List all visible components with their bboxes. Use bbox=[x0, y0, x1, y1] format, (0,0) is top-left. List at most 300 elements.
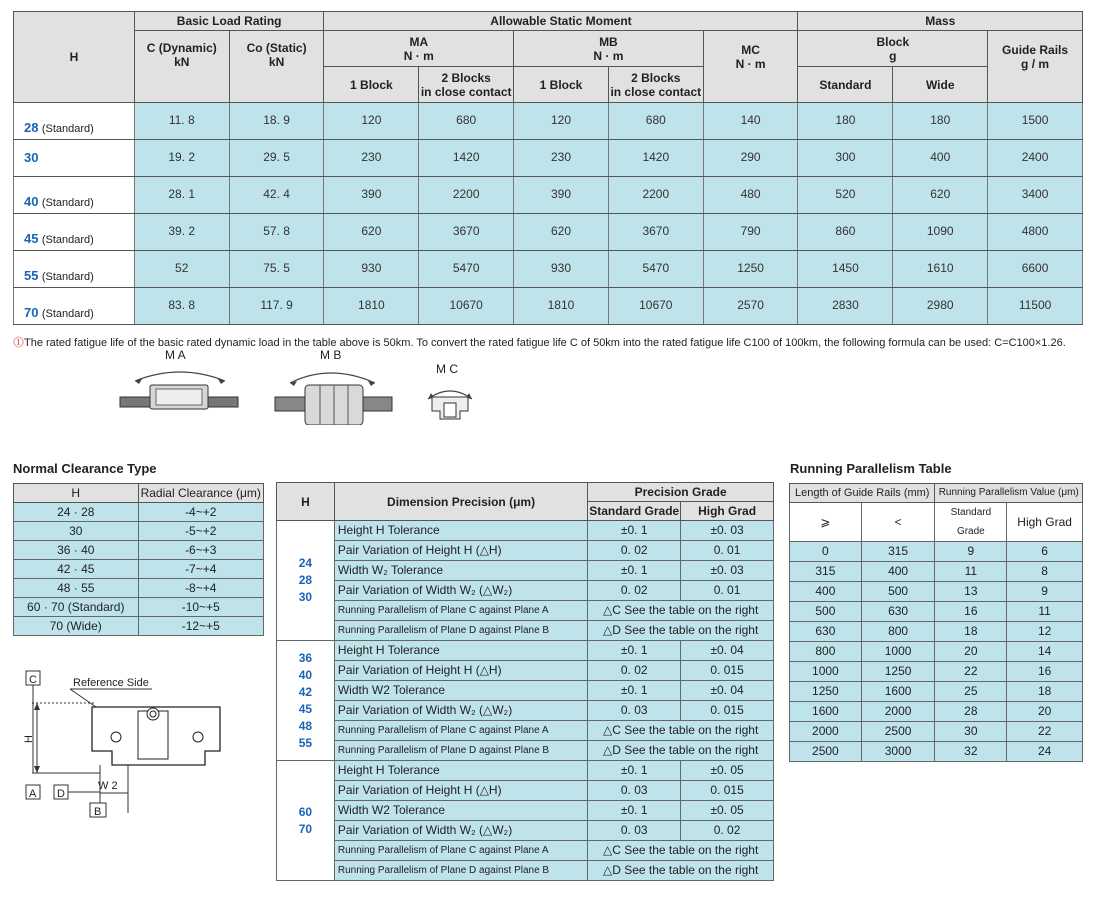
parallelism-cell: 18 bbox=[1007, 682, 1083, 702]
value-cell-mc: 790 bbox=[703, 214, 798, 251]
parallelism-cell: 800 bbox=[861, 622, 935, 642]
precision-h-value: 42 bbox=[298, 684, 313, 699]
parallelism-row bbox=[790, 622, 1083, 642]
precision-standard-value: ±0. 1 bbox=[588, 801, 681, 821]
parallelism-row bbox=[790, 582, 1083, 602]
precision-description: Pair Variation of Width W₂ (△W₂) bbox=[334, 821, 587, 841]
parallelism-value-header: Running Parallelism Value (μm) bbox=[935, 484, 1083, 503]
precision-description: Pair Variation of Height H (△H) bbox=[334, 661, 587, 681]
value-cell-c: 52 bbox=[134, 251, 229, 288]
clearance-row bbox=[14, 560, 264, 579]
precision-high-value: 0. 02 bbox=[681, 821, 774, 841]
clearance-row bbox=[14, 579, 264, 598]
precision-standard-value: ±0. 1 bbox=[588, 641, 681, 661]
precision-row bbox=[277, 841, 774, 861]
ma-diagram bbox=[120, 348, 238, 409]
precision-description: Height H Tolerance bbox=[334, 761, 587, 781]
precision-row bbox=[277, 721, 774, 741]
clearance-h-cell: 36 · 40 bbox=[14, 541, 139, 560]
plane-a-label: A bbox=[29, 788, 37, 800]
precision-row bbox=[277, 821, 774, 841]
parallelism-cell: 12 bbox=[1007, 622, 1083, 642]
precision-high-value: 0. 015 bbox=[681, 781, 774, 801]
mb-label: MB bbox=[599, 34, 618, 49]
main-table-row bbox=[14, 214, 1083, 251]
precision-standard-value: ±0. 1 bbox=[588, 521, 681, 541]
precision-see-table: △D See the table on the right bbox=[588, 741, 774, 761]
precision-row bbox=[277, 521, 774, 541]
precision-h-cell bbox=[277, 521, 335, 641]
precision-row bbox=[277, 561, 774, 581]
parallelism-row bbox=[790, 642, 1083, 662]
main-table-row bbox=[14, 251, 1083, 288]
precision-row bbox=[277, 601, 774, 621]
value-cell-bs: 180 bbox=[798, 103, 893, 140]
precision-description: Pair Variation of Height H (△H) bbox=[334, 781, 587, 801]
parallelism-row bbox=[790, 542, 1083, 562]
precision-h-value: 45 bbox=[298, 701, 313, 716]
precision-see-table: △D See the table on the right bbox=[588, 621, 774, 641]
value-cell-rail: 1500 bbox=[988, 103, 1083, 140]
precision-row bbox=[277, 541, 774, 561]
clearance-value-cell: -8~+4 bbox=[138, 579, 264, 598]
value-cell-c: 39. 2 bbox=[134, 214, 229, 251]
precision-row bbox=[277, 741, 774, 761]
mc-header bbox=[703, 31, 798, 103]
precision-standard-value: ±0. 1 bbox=[588, 681, 681, 701]
precision-description: Running Parallelism of Plane C against Plane A bbox=[334, 721, 587, 741]
plane-c-label: C bbox=[29, 674, 37, 686]
value-cell-ma2: 10670 bbox=[419, 288, 514, 325]
plane-b-label: B bbox=[94, 806, 102, 818]
h-cell bbox=[14, 288, 135, 325]
parallelism-cell: 11 bbox=[1007, 602, 1083, 622]
h-cell bbox=[14, 103, 135, 140]
precision-standard-value: 0. 03 bbox=[588, 701, 681, 721]
main-table-row bbox=[14, 177, 1083, 214]
value-cell-mb1: 120 bbox=[514, 103, 609, 140]
value-cell-mb2: 5470 bbox=[608, 251, 703, 288]
precision-row bbox=[277, 761, 774, 781]
h-cell bbox=[14, 177, 135, 214]
ma-2-blocks-line1: 2 Blocks bbox=[441, 70, 491, 85]
block-label: Block bbox=[876, 34, 910, 49]
precision-description: Running Parallelism of Plane D against Plane B bbox=[334, 861, 587, 881]
parallelism-row bbox=[790, 742, 1083, 762]
value-cell-mb1: 230 bbox=[514, 140, 609, 177]
precision-h-value: 30 bbox=[298, 590, 313, 604]
mb-header bbox=[514, 31, 704, 67]
precision-standard-value: ±0. 1 bbox=[588, 761, 681, 781]
precision-description: Running Parallelism of Plane C against Plane A bbox=[334, 841, 587, 861]
value-cell-mb2: 1420 bbox=[608, 140, 703, 177]
value-cell-mb2: 680 bbox=[608, 103, 703, 140]
precision-standard-grade-header: Standard Grade bbox=[588, 502, 681, 521]
clearance-value-cell: -5~+2 bbox=[138, 522, 264, 541]
parallelism-cell: 24 bbox=[1007, 742, 1083, 762]
value-cell-mc: 2570 bbox=[703, 288, 798, 325]
precision-h-value: 70 bbox=[298, 821, 313, 836]
value-cell-bs: 520 bbox=[798, 177, 893, 214]
c-dynamic-header bbox=[134, 31, 229, 103]
parallelism-row bbox=[790, 722, 1083, 742]
value-cell-c: 83. 8 bbox=[134, 288, 229, 325]
h-subtype: (Standard) bbox=[41, 123, 94, 135]
precision-row bbox=[277, 781, 774, 801]
parallelism-row bbox=[790, 682, 1083, 702]
value-cell-bs: 300 bbox=[798, 140, 893, 177]
value-cell-ma2: 1420 bbox=[419, 140, 514, 177]
parallelism-cell: 2000 bbox=[790, 722, 862, 742]
block-header bbox=[798, 31, 988, 67]
h-value: 70 bbox=[24, 305, 39, 320]
mass-header: Mass bbox=[798, 12, 1083, 31]
h-subtype: (Standard) bbox=[41, 234, 94, 246]
parallelism-cell: 16 bbox=[1007, 662, 1083, 682]
value-cell-ma1: 620 bbox=[324, 214, 419, 251]
precision-row bbox=[277, 701, 774, 721]
value-cell-mb1: 1810 bbox=[514, 288, 609, 325]
precision-high-value: ±0. 03 bbox=[681, 561, 774, 581]
clearance-h-cell: 48 · 55 bbox=[14, 579, 139, 598]
co-static-unit: kN bbox=[268, 55, 285, 69]
ge-header: ⩾ bbox=[790, 503, 862, 542]
precision-h-cell bbox=[277, 761, 335, 881]
ma-header bbox=[324, 31, 514, 67]
value-cell-bw: 620 bbox=[893, 177, 988, 214]
h-cell bbox=[14, 214, 135, 251]
mb-unit: N · m bbox=[593, 48, 624, 63]
value-cell-co: 18. 9 bbox=[229, 103, 324, 140]
reference-side-label: Reference Side bbox=[73, 677, 149, 689]
value-cell-ma1: 930 bbox=[324, 251, 419, 288]
h-value: 55 bbox=[24, 268, 39, 283]
precision-row bbox=[277, 621, 774, 641]
dimension-precision-table bbox=[276, 482, 774, 881]
parallelism-cell: 1600 bbox=[861, 682, 935, 702]
precision-grade-header: Precision Grade bbox=[588, 483, 774, 502]
parallelism-cell: 3000 bbox=[861, 742, 935, 762]
parallelism-cell: 400 bbox=[861, 562, 935, 582]
parallelism-cell: 2500 bbox=[861, 722, 935, 742]
parallelism-cell: 18 bbox=[935, 622, 1007, 642]
value-cell-ma1: 390 bbox=[324, 177, 419, 214]
value-cell-bs: 860 bbox=[798, 214, 893, 251]
main-table-row bbox=[14, 103, 1083, 140]
h-value: 40 bbox=[24, 194, 39, 209]
precision-standard-value: 0. 02 bbox=[588, 581, 681, 601]
value-cell-mb1: 390 bbox=[514, 177, 609, 214]
precision-high-value: ±0. 05 bbox=[681, 801, 774, 821]
parallelism-row bbox=[790, 602, 1083, 622]
mc-diagram-label: M C bbox=[436, 362, 458, 376]
parallelism-row bbox=[790, 702, 1083, 722]
precision-high-value: 0. 01 bbox=[681, 581, 774, 601]
precision-high-grade-header: High Grad bbox=[681, 502, 774, 521]
precision-row bbox=[277, 641, 774, 661]
clearance-value-cell: -10~+5 bbox=[138, 598, 264, 617]
value-cell-bw: 1610 bbox=[893, 251, 988, 288]
value-cell-bs: 1450 bbox=[798, 251, 893, 288]
value-cell-co: 42. 4 bbox=[229, 177, 324, 214]
precision-description: Pair Variation of Height H (△H) bbox=[334, 541, 587, 561]
precision-h-cell bbox=[277, 641, 335, 761]
value-cell-bw: 180 bbox=[893, 103, 988, 140]
c-dynamic-unit: kN bbox=[174, 55, 190, 69]
w2-label: W 2 bbox=[98, 780, 118, 792]
value-cell-c: 28. 1 bbox=[134, 177, 229, 214]
dimension-precision-header: Dimension Precision (μm) bbox=[334, 483, 587, 521]
parallelism-cell: 13 bbox=[935, 582, 1007, 602]
parallelism-cell: 20 bbox=[935, 642, 1007, 662]
mb-2-blocks-line1: 2 Blocks bbox=[631, 70, 681, 85]
co-static-label: Co (Static) bbox=[246, 41, 307, 55]
parallelism-cell: 630 bbox=[790, 622, 862, 642]
precision-high-value: 0. 015 bbox=[681, 661, 774, 681]
precision-standard-value: 0. 02 bbox=[588, 661, 681, 681]
clearance-value-cell: -4~+2 bbox=[138, 503, 264, 522]
parallelism-cell: 28 bbox=[935, 702, 1007, 722]
radial-clearance-header: Radial Clearance (μm) bbox=[138, 484, 264, 503]
precision-see-table: △C See the table on the right bbox=[588, 721, 774, 741]
parallelism-cell: 500 bbox=[790, 602, 862, 622]
block-standard-header: Standard bbox=[798, 67, 893, 103]
c-dynamic-label: C (Dynamic) bbox=[146, 41, 217, 55]
clearance-h-cell: 24 · 28 bbox=[14, 503, 139, 522]
value-cell-c: 19. 2 bbox=[134, 140, 229, 177]
precision-h-value: 48 bbox=[298, 718, 313, 733]
ma-unit: N · m bbox=[403, 48, 434, 63]
precision-description: Running Parallelism of Plane D against Plane B bbox=[334, 621, 587, 641]
value-cell-ma1: 230 bbox=[324, 140, 419, 177]
parallelism-cell: 25 bbox=[935, 682, 1007, 702]
precision-h-value: 24 bbox=[298, 556, 313, 570]
value-cell-mb2: 2200 bbox=[608, 177, 703, 214]
guide-rails-unit: g / m bbox=[1021, 57, 1050, 71]
value-cell-rail: 6600 bbox=[988, 251, 1083, 288]
ma-2-blocks-header bbox=[419, 67, 514, 103]
guide-rails-label: Guide Rails bbox=[1002, 43, 1069, 57]
mb-2-blocks-line2: in close contact bbox=[610, 84, 702, 99]
precision-description: Running Parallelism of Plane D against Plane B bbox=[334, 741, 587, 761]
value-cell-ma2: 680 bbox=[419, 103, 514, 140]
ma-label: MA bbox=[409, 34, 429, 49]
clearance-h-cell: 70 (Wide) bbox=[14, 617, 139, 636]
ma-diagram-label: M A bbox=[165, 348, 186, 362]
precision-description: Height H Tolerance bbox=[334, 641, 587, 661]
precision-description: Pair Variation of Width W₂ (△W₂) bbox=[334, 701, 587, 721]
lt-header: < bbox=[861, 503, 935, 542]
clearance-value-cell: -7~+4 bbox=[138, 560, 264, 579]
precision-row bbox=[277, 661, 774, 681]
precision-standard-value: 0. 03 bbox=[588, 821, 681, 841]
h-header: H bbox=[14, 12, 135, 103]
h-value: 30 bbox=[24, 150, 39, 165]
block-wide-header: Wide bbox=[893, 67, 988, 103]
basic-load-rating-table bbox=[13, 11, 1083, 325]
moment-diagrams bbox=[110, 345, 510, 425]
value-cell-ma1: 120 bbox=[324, 103, 419, 140]
parallelism-cell: 8 bbox=[1007, 562, 1083, 582]
plane-d-label: D bbox=[57, 788, 65, 800]
mb-diagram bbox=[275, 348, 392, 425]
precision-high-value: 0. 01 bbox=[681, 541, 774, 561]
precision-standard-value: ±0. 1 bbox=[588, 561, 681, 581]
parallelism-cell: 1600 bbox=[790, 702, 862, 722]
main-table-row bbox=[14, 288, 1083, 325]
h-value: 45 bbox=[24, 231, 39, 246]
note-text: The rated fatigue life of the basic rated dynamic load in the table above is 50km. To convert the rated fatigue life C of 50km into the rated fatigue life C100 of 100km, the following formula can be used: C=C100×1.26. bbox=[24, 337, 1066, 349]
clearance-table bbox=[13, 483, 264, 636]
clearance-h-cell: 30 bbox=[14, 522, 139, 541]
value-cell-rail: 11500 bbox=[988, 288, 1083, 325]
precision-high-value: ±0. 03 bbox=[681, 521, 774, 541]
clearance-title: Normal Clearance Type bbox=[13, 461, 157, 476]
value-cell-mc: 140 bbox=[703, 103, 798, 140]
precision-description: Width W2 Tolerance bbox=[334, 801, 587, 821]
mb-diagram-label: M B bbox=[320, 348, 342, 362]
clearance-row bbox=[14, 598, 264, 617]
mc-label: MC bbox=[741, 43, 760, 57]
parallelism-cell: 1250 bbox=[861, 662, 935, 682]
precision-high-value: ±0. 04 bbox=[681, 681, 774, 701]
precision-description: Height H Tolerance bbox=[334, 521, 587, 541]
value-cell-ma2: 3670 bbox=[419, 214, 514, 251]
precision-high-value: ±0. 04 bbox=[681, 641, 774, 661]
reference-drawing bbox=[20, 665, 250, 825]
parallelism-cell: 6 bbox=[1007, 542, 1083, 562]
precision-see-table: △C See the table on the right bbox=[588, 601, 774, 621]
parallelism-cell: 2000 bbox=[861, 702, 935, 722]
clearance-row bbox=[14, 522, 264, 541]
mc-unit: N · m bbox=[735, 57, 766, 71]
precision-standard-value: 0. 02 bbox=[588, 541, 681, 561]
parallelism-cell: 400 bbox=[790, 582, 862, 602]
h-value: 28 bbox=[24, 120, 39, 135]
precision-standard-value: 0. 03 bbox=[588, 781, 681, 801]
parallelism-cell: 800 bbox=[790, 642, 862, 662]
precision-description: Pair Variation of Width W₂ (△W₂) bbox=[334, 581, 587, 601]
mb-1-block-header: 1 Block bbox=[514, 67, 609, 103]
precision-row bbox=[277, 681, 774, 701]
height-h-label: H bbox=[23, 735, 35, 743]
parallelism-cell: 1000 bbox=[790, 662, 862, 682]
parallelism-title: Running Parallelism Table bbox=[790, 461, 952, 476]
precision-description: Width W₂ Tolerance bbox=[334, 561, 587, 581]
parallelism-row bbox=[790, 562, 1083, 582]
parallelism-standard-grade-header: Standard Grade bbox=[935, 503, 1007, 542]
value-cell-co: 75. 5 bbox=[229, 251, 324, 288]
clearance-row bbox=[14, 617, 264, 636]
precision-description: Width W2 Tolerance bbox=[334, 681, 587, 701]
h-subtype: (Standard) bbox=[41, 271, 94, 283]
value-cell-rail: 4800 bbox=[988, 214, 1083, 251]
clearance-h-cell: 42 · 45 bbox=[14, 560, 139, 579]
value-cell-bw: 400 bbox=[893, 140, 988, 177]
parallelism-high-grade-header: High Grad bbox=[1007, 503, 1083, 542]
parallelism-cell: 22 bbox=[935, 662, 1007, 682]
guide-rails-header bbox=[988, 31, 1083, 103]
precision-h-value: 55 bbox=[298, 735, 313, 750]
precision-h-header: H bbox=[277, 483, 335, 521]
precision-h-value: 36 bbox=[298, 650, 313, 665]
parallelism-cell: 1000 bbox=[861, 642, 935, 662]
parallelism-cell: 1250 bbox=[790, 682, 862, 702]
basic-load-rating-header: Basic Load Rating bbox=[134, 12, 324, 31]
parallelism-cell: 0 bbox=[790, 542, 862, 562]
block-unit: g bbox=[889, 48, 897, 63]
precision-row bbox=[277, 581, 774, 601]
value-cell-bw: 2980 bbox=[893, 288, 988, 325]
parallelism-cell: 9 bbox=[935, 542, 1007, 562]
h-cell bbox=[14, 140, 135, 177]
parallelism-cell: 315 bbox=[790, 562, 862, 582]
precision-h-value: 60 bbox=[298, 804, 313, 819]
value-cell-co: 57. 8 bbox=[229, 214, 324, 251]
mc-diagram bbox=[428, 362, 472, 419]
h-subtype: (Standard) bbox=[41, 197, 94, 209]
precision-see-table: △C See the table on the right bbox=[588, 841, 774, 861]
value-cell-mb2: 10670 bbox=[608, 288, 703, 325]
value-cell-rail: 3400 bbox=[988, 177, 1083, 214]
parallelism-cell: 14 bbox=[1007, 642, 1083, 662]
ma-2-blocks-line2: in close contact bbox=[420, 84, 512, 99]
parallelism-cell: 20 bbox=[1007, 702, 1083, 722]
precision-high-value: 0. 015 bbox=[681, 701, 774, 721]
parallelism-cell: 32 bbox=[935, 742, 1007, 762]
parallelism-cell: 500 bbox=[861, 582, 935, 602]
value-cell-ma2: 2200 bbox=[419, 177, 514, 214]
parallelism-cell: 630 bbox=[861, 602, 935, 622]
precision-row bbox=[277, 801, 774, 821]
clearance-row bbox=[14, 503, 264, 522]
length-header: Length of Guide Rails (mm) bbox=[790, 484, 935, 503]
h-cell bbox=[14, 251, 135, 288]
clearance-h-header: H bbox=[14, 484, 139, 503]
parallelism-row bbox=[790, 662, 1083, 682]
precision-description: Running Parallelism of Plane C against Plane A bbox=[334, 601, 587, 621]
parallelism-cell: 315 bbox=[861, 542, 935, 562]
precision-h-value: 40 bbox=[298, 667, 313, 682]
value-cell-mc: 480 bbox=[703, 177, 798, 214]
precision-see-table: △D See the table on the right bbox=[588, 861, 774, 881]
allowable-static-moment-header: Allowable Static Moment bbox=[324, 12, 798, 31]
value-cell-ma1: 1810 bbox=[324, 288, 419, 325]
precision-h-value: 28 bbox=[298, 573, 313, 587]
clearance-value-cell: -12~+5 bbox=[138, 617, 264, 636]
parallelism-cell: 22 bbox=[1007, 722, 1083, 742]
parallelism-cell: 11 bbox=[935, 562, 1007, 582]
parallelism-cell: 16 bbox=[935, 602, 1007, 622]
parallelism-cell: 2500 bbox=[790, 742, 862, 762]
clearance-value-cell: -6~+3 bbox=[138, 541, 264, 560]
parallelism-cell: 9 bbox=[1007, 582, 1083, 602]
value-cell-mb1: 930 bbox=[514, 251, 609, 288]
value-cell-co: 117. 9 bbox=[229, 288, 324, 325]
value-cell-mb1: 620 bbox=[514, 214, 609, 251]
value-cell-bw: 1090 bbox=[893, 214, 988, 251]
h-subtype: (Standard) bbox=[41, 308, 94, 320]
ma-1-block-header: 1 Block bbox=[324, 67, 419, 103]
co-static-header bbox=[229, 31, 324, 103]
precision-high-value: ±0. 05 bbox=[681, 761, 774, 781]
value-cell-mb2: 3670 bbox=[608, 214, 703, 251]
value-cell-mc: 1250 bbox=[703, 251, 798, 288]
running-parallelism-table bbox=[789, 483, 1083, 762]
value-cell-bs: 2830 bbox=[798, 288, 893, 325]
value-cell-c: 11. 8 bbox=[134, 103, 229, 140]
value-cell-ma2: 5470 bbox=[419, 251, 514, 288]
